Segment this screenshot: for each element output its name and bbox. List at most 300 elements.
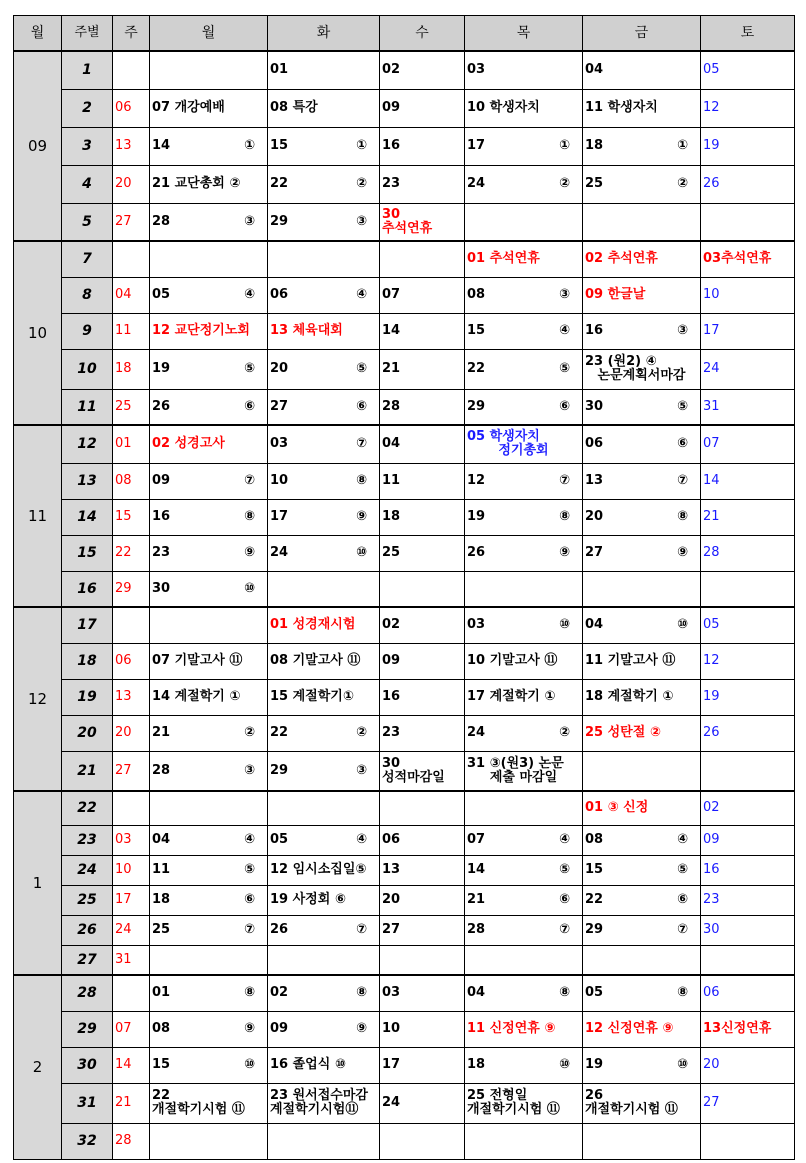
day-cell-mon <box>150 825 268 855</box>
day-cell-mon <box>150 975 268 1011</box>
day-number: 30 <box>152 580 171 596</box>
day-cell-tue: 01 <box>268 51 380 89</box>
day-cell-sat: 10 <box>701 277 795 313</box>
day-number: 04 <box>467 985 486 1001</box>
week-row <box>14 825 795 855</box>
day-cell-thu <box>465 975 583 1011</box>
day-cell-sat: 23 <box>701 885 795 915</box>
week-number: 24 <box>62 855 113 885</box>
week-marker: ⑦ <box>243 922 255 937</box>
day-cell-sat <box>701 1123 795 1159</box>
day-number: 18 <box>467 1057 486 1072</box>
day-cell-mon <box>150 885 268 915</box>
day-number: 25 <box>585 176 604 191</box>
day-cell-thu <box>465 751 583 791</box>
cell-line: 개절학기시험 ⑪ <box>585 1102 678 1117</box>
day-number: 19 <box>585 1057 604 1072</box>
day-cell-wed: 24 <box>380 1083 465 1123</box>
day-cell-tue: 12 임시소집일⑤ <box>268 855 380 885</box>
cell-line: 계절학기시험⑪ <box>270 1102 359 1117</box>
day-cell-sat <box>701 751 795 791</box>
day-number: 21 <box>152 725 171 740</box>
day-cell-sunday <box>113 241 150 277</box>
day-cell-thu <box>465 463 583 499</box>
day-number: 17 <box>467 138 486 153</box>
day-cell-sunday: 14 <box>113 1047 150 1083</box>
day-cell-sat: 26 <box>701 165 795 203</box>
day-number: 22 <box>270 176 289 191</box>
week-marker: ⑦ <box>676 922 688 937</box>
day-cell-sunday <box>113 791 150 825</box>
day-number: 27 <box>270 398 289 414</box>
day-cell-tue <box>268 715 380 751</box>
day-cell-wed <box>380 571 465 607</box>
day-cell-fri <box>583 499 701 535</box>
day-cell-sunday: 20 <box>113 165 150 203</box>
day-cell-thu <box>465 203 583 241</box>
day-cell-fri <box>583 1083 701 1123</box>
week-number: 3 <box>62 127 113 165</box>
week-row <box>14 463 795 499</box>
day-cell-thu: 11 신정연휴 ⑨ <box>465 1011 583 1047</box>
header-saturday: 토 <box>701 16 795 52</box>
day-number: 26 <box>270 922 289 937</box>
day-number: 16 <box>585 323 604 338</box>
week-marker: ⑩ <box>676 617 688 633</box>
week-marker: ⑤ <box>558 361 570 376</box>
week-marker: ④ <box>558 832 570 847</box>
day-cell-wed: 16 <box>380 127 465 165</box>
week-row <box>14 791 795 825</box>
day-cell-sunday: 24 <box>113 915 150 945</box>
week-marker: ⑨ <box>355 509 367 524</box>
week-marker: ② <box>355 725 367 740</box>
day-number: 02 <box>270 985 289 1001</box>
week-marker: ⑧ <box>676 509 688 524</box>
week-marker: ④ <box>355 287 367 302</box>
day-cell-thu <box>465 825 583 855</box>
week-marker: ⑥ <box>676 436 688 452</box>
week-number: 20 <box>62 715 113 751</box>
week-marker: ⑦ <box>355 436 367 452</box>
week-marker: ⑤ <box>676 862 688 877</box>
academic-calendar-table <box>13 15 795 1160</box>
day-number: 29 <box>270 762 289 778</box>
day-number: 15 <box>467 323 486 338</box>
day-cell-fri: 25 성탄절 ② <box>583 715 701 751</box>
day-cell-sunday: 10 <box>113 855 150 885</box>
week-number: 27 <box>62 945 113 975</box>
week-marker: ⑨ <box>558 545 570 560</box>
week-row <box>14 715 795 751</box>
week-marker: ⑤ <box>558 862 570 877</box>
day-cell-wed: 14 <box>380 313 465 349</box>
day-cell-mon: 21 교단총회 ② <box>150 165 268 203</box>
week-marker: ⑧ <box>676 985 688 1001</box>
day-cell-thu: 17 계절학기 ① <box>465 679 583 715</box>
month-label: 09 <box>14 51 62 241</box>
day-number: 08 <box>152 1021 171 1036</box>
week-marker: ① <box>243 138 255 153</box>
week-row <box>14 885 795 915</box>
day-number: 10 <box>270 473 289 488</box>
week-row <box>14 241 795 277</box>
day-cell-sat: 05 <box>701 607 795 643</box>
day-cell-sunday <box>113 51 150 89</box>
day-cell-mon <box>150 51 268 89</box>
day-cell-wed <box>380 241 465 277</box>
day-cell-tue: 15 계절학기① <box>268 679 380 715</box>
week-number: 2 <box>62 89 113 127</box>
day-cell-sunday: 15 <box>113 499 150 535</box>
day-cell-wed: 23 <box>380 715 465 751</box>
day-cell-mon <box>150 389 268 425</box>
day-number: 15 <box>152 1057 171 1072</box>
week-marker: ⑦ <box>558 922 570 937</box>
day-cell-mon <box>150 1011 268 1047</box>
week-marker: ⑩ <box>243 580 255 596</box>
day-cell-sunday: 13 <box>113 127 150 165</box>
day-number: 08 <box>467 287 486 302</box>
day-cell-thu: 01 추석연휴 <box>465 241 583 277</box>
day-number: 24 <box>467 725 486 740</box>
cell-line: 정기총회 <box>498 443 549 459</box>
day-cell-thu <box>465 915 583 945</box>
day-cell-sunday: 07 <box>113 1011 150 1047</box>
day-cell-tue: 08 특강 <box>268 89 380 127</box>
day-cell-tue <box>268 349 380 389</box>
week-number: 31 <box>62 1083 113 1123</box>
week-row <box>14 915 795 945</box>
day-cell-tue: 08 기말고사 ⑪ <box>268 643 380 679</box>
day-cell-thu <box>465 945 583 975</box>
day-cell-fri <box>583 349 701 389</box>
week-number: 29 <box>62 1011 113 1047</box>
week-marker: ④ <box>558 323 570 338</box>
day-cell-mon <box>150 349 268 389</box>
day-number: 15 <box>585 862 604 877</box>
day-cell-wed: 09 <box>380 89 465 127</box>
day-number: 18 <box>152 892 171 907</box>
day-cell-sat: 03추석연휴 <box>701 241 795 277</box>
week-marker: ⑧ <box>355 473 367 488</box>
day-cell-wed: 03 <box>380 975 465 1011</box>
week-marker: ⑩ <box>243 1057 255 1072</box>
cell-line: 25 전형일 <box>467 1088 528 1103</box>
week-number: 28 <box>62 975 113 1011</box>
month-label: 10 <box>14 241 62 425</box>
day-cell-sat: 14 <box>701 463 795 499</box>
day-number: 06 <box>270 287 289 302</box>
week-marker: ② <box>558 176 570 191</box>
day-cell-wed: 10 <box>380 1011 465 1047</box>
week-number: 9 <box>62 313 113 349</box>
day-cell-fri: 02 추석연휴 <box>583 241 701 277</box>
week-row <box>14 855 795 885</box>
day-cell-wed: 25 <box>380 535 465 571</box>
day-cell-tue <box>268 1011 380 1047</box>
week-marker: ⑩ <box>355 545 367 560</box>
day-number: 07 <box>467 832 486 847</box>
day-cell-sunday <box>113 607 150 643</box>
week-marker: ③ <box>558 287 570 302</box>
week-marker: ③ <box>676 323 688 338</box>
day-cell-mon <box>150 915 268 945</box>
week-marker: ⑧ <box>243 509 255 524</box>
day-number: 18 <box>585 138 604 153</box>
week-marker: ⑨ <box>676 545 688 560</box>
day-cell-wed: 28 <box>380 389 465 425</box>
day-number: 28 <box>152 762 171 778</box>
day-cell-sat: 31 <box>701 389 795 425</box>
day-cell-tue: 16 졸업식 ⑩ <box>268 1047 380 1083</box>
day-cell-tue <box>268 1123 380 1159</box>
week-marker: ② <box>676 176 688 191</box>
day-cell-thu <box>465 885 583 915</box>
day-cell-mon <box>150 463 268 499</box>
week-number: 16 <box>62 571 113 607</box>
day-cell-fri <box>583 127 701 165</box>
week-number: 23 <box>62 825 113 855</box>
week-row <box>14 679 795 715</box>
day-cell-tue <box>268 945 380 975</box>
week-row <box>14 277 795 313</box>
day-cell-tue <box>268 1083 380 1123</box>
day-cell-fri <box>583 165 701 203</box>
week-number: 17 <box>62 607 113 643</box>
day-number: 08 <box>585 832 604 847</box>
day-cell-wed: 13 <box>380 855 465 885</box>
day-number: 03 <box>467 617 486 633</box>
day-cell-wed <box>380 751 465 791</box>
week-row <box>14 751 795 791</box>
day-number: 20 <box>585 509 604 524</box>
week-row <box>14 127 795 165</box>
day-cell-thu <box>465 389 583 425</box>
day-cell-wed <box>380 203 465 241</box>
day-cell-sat: 17 <box>701 313 795 349</box>
day-cell-mon <box>150 1083 268 1123</box>
day-cell-fri: 01 ③ 신정 <box>583 791 701 825</box>
day-cell-sat: 13신정연휴 <box>701 1011 795 1047</box>
day-number: 30 <box>585 398 604 414</box>
day-number: 05 <box>152 287 171 302</box>
day-number: 22 <box>467 361 486 376</box>
week-row <box>14 535 795 571</box>
day-cell-sat: 27 <box>701 1083 795 1123</box>
week-marker: ⑥ <box>243 398 255 414</box>
week-marker: ⑨ <box>243 1021 255 1036</box>
day-cell-fri <box>583 751 701 791</box>
week-row <box>14 1083 795 1123</box>
day-cell-tue: 13 체육대회 <box>268 313 380 349</box>
day-cell-mon: 14 계절학기 ① <box>150 679 268 715</box>
day-cell-fri <box>583 945 701 975</box>
month-label: 1 <box>14 791 62 975</box>
day-number: 22 <box>585 892 604 907</box>
day-cell-thu <box>465 277 583 313</box>
week-row <box>14 607 795 643</box>
day-cell-tue <box>268 535 380 571</box>
week-marker: ⑩ <box>676 1057 688 1072</box>
day-cell-tue <box>268 165 380 203</box>
day-number: 11 <box>152 862 171 877</box>
day-cell-sunday: 18 <box>113 349 150 389</box>
day-number: 28 <box>467 922 486 937</box>
day-cell-mon: 07 기말고사 ⑪ <box>150 643 268 679</box>
month-label: 12 <box>14 607 62 791</box>
day-cell-thu <box>465 715 583 751</box>
day-cell-sat: 06 <box>701 975 795 1011</box>
week-marker: ① <box>676 138 688 153</box>
day-cell-thu <box>465 855 583 885</box>
day-cell-thu <box>465 165 583 203</box>
day-cell-mon <box>150 791 268 825</box>
month-label: 11 <box>14 425 62 607</box>
day-cell-wed: 07 <box>380 277 465 313</box>
week-number: 22 <box>62 791 113 825</box>
cell-line: 31 ③(원3) 논문 <box>467 755 564 771</box>
day-number: 22 <box>270 725 289 740</box>
day-cell-sunday: 01 <box>113 425 150 463</box>
day-cell-wed: 27 <box>380 915 465 945</box>
day-cell-mon <box>150 715 268 751</box>
day-cell-sat: 19 <box>701 127 795 165</box>
week-marker: ⑤ <box>243 862 255 877</box>
day-cell-sunday: 31 <box>113 945 150 975</box>
day-cell-thu <box>465 313 583 349</box>
cell-line: 제출 마감일 <box>489 769 558 785</box>
day-cell-sat: 20 <box>701 1047 795 1083</box>
day-cell-sunday: 13 <box>113 679 150 715</box>
week-row <box>14 975 795 1011</box>
day-number: 29 <box>585 922 604 937</box>
day-number: 06 <box>585 436 604 452</box>
day-cell-wed: 20 <box>380 885 465 915</box>
week-marker: ⑨ <box>355 1021 367 1036</box>
day-cell-sat: 12 <box>701 89 795 127</box>
day-number: 03 <box>270 436 289 452</box>
day-cell-fri <box>583 855 701 885</box>
header-month: 월 <box>14 16 62 52</box>
day-cell-fri: 09 한글날 <box>583 277 701 313</box>
day-cell-thu: 03 <box>465 51 583 89</box>
day-cell-fri <box>583 571 701 607</box>
week-marker: ⑦ <box>243 473 255 488</box>
day-cell-tue <box>268 791 380 825</box>
day-cell-sat: 30 <box>701 915 795 945</box>
day-number: 26 <box>467 545 486 560</box>
day-cell-sunday: 04 <box>113 277 150 313</box>
day-number: 23 <box>152 545 171 560</box>
cell-line: 30 <box>382 206 401 222</box>
day-cell-fri <box>583 203 701 241</box>
day-cell-sunday: 27 <box>113 751 150 791</box>
day-number: 01 <box>152 985 171 1001</box>
week-number: 30 <box>62 1047 113 1083</box>
week-row <box>14 89 795 127</box>
day-cell-sunday: 08 <box>113 463 150 499</box>
week-row <box>14 425 795 463</box>
day-cell-sunday: 27 <box>113 203 150 241</box>
day-cell-sunday: 06 <box>113 643 150 679</box>
week-marker: ⑤ <box>676 398 688 414</box>
week-marker: ④ <box>355 832 367 847</box>
day-cell-mon <box>150 277 268 313</box>
week-number: 15 <box>62 535 113 571</box>
week-marker: ⑧ <box>558 985 570 1001</box>
day-number: 13 <box>585 473 604 488</box>
week-number: 13 <box>62 463 113 499</box>
day-cell-sunday: 22 <box>113 535 150 571</box>
day-cell-mon: 12 교단정기노회 <box>150 313 268 349</box>
week-marker: ⑥ <box>558 892 570 907</box>
day-cell-wed: 16 <box>380 679 465 715</box>
day-cell-wed: 11 <box>380 463 465 499</box>
day-cell-fri <box>583 425 701 463</box>
week-marker: ④ <box>676 832 688 847</box>
day-cell-sunday: 06 <box>113 89 150 127</box>
week-row <box>14 1123 795 1159</box>
day-cell-fri <box>583 1047 701 1083</box>
week-row <box>14 165 795 203</box>
week-row <box>14 571 795 607</box>
day-cell-thu <box>465 535 583 571</box>
day-cell-thu <box>465 127 583 165</box>
day-cell-fri: 12 신정연휴 ⑨ <box>583 1011 701 1047</box>
day-cell-sunday: 17 <box>113 885 150 915</box>
day-cell-sat <box>701 945 795 975</box>
cell-line: 성적마감일 <box>382 769 445 785</box>
week-marker: ③ <box>243 762 255 778</box>
day-cell-mon <box>150 127 268 165</box>
day-cell-sunday: 21 <box>113 1083 150 1123</box>
day-number: 21 <box>467 892 486 907</box>
day-cell-mon <box>150 571 268 607</box>
day-cell-tue <box>268 277 380 313</box>
week-number: 10 <box>62 349 113 389</box>
day-number: 16 <box>152 509 171 524</box>
day-cell-fri: 04 <box>583 51 701 89</box>
header-sunday: 주 <box>113 16 150 52</box>
header-friday: 금 <box>583 16 701 52</box>
week-number: 21 <box>62 751 113 791</box>
week-row <box>14 313 795 349</box>
day-cell-tue <box>268 499 380 535</box>
week-marker: ④ <box>243 832 255 847</box>
day-cell-sunday: 25 <box>113 389 150 425</box>
day-cell-wed: 06 <box>380 825 465 855</box>
day-cell-sat: 12 <box>701 643 795 679</box>
week-marker: ⑥ <box>558 398 570 414</box>
day-cell-wed <box>380 791 465 825</box>
week-marker: ⑥ <box>355 398 367 414</box>
week-row <box>14 1011 795 1047</box>
week-marker: ⑩ <box>558 617 570 633</box>
day-cell-fri: 11 학생자치 <box>583 89 701 127</box>
day-cell-mon <box>150 751 268 791</box>
cell-line: 22 <box>152 1088 171 1103</box>
week-row <box>14 1047 795 1083</box>
week-marker: ⑦ <box>355 922 367 937</box>
day-cell-mon <box>150 203 268 241</box>
day-cell-mon <box>150 945 268 975</box>
cell-line: 30 <box>382 755 401 771</box>
cell-line: 개절학기시험 ⑪ <box>152 1102 245 1117</box>
day-cell-sunday: 29 <box>113 571 150 607</box>
week-row <box>14 203 795 241</box>
week-number: 1 <box>62 51 113 89</box>
